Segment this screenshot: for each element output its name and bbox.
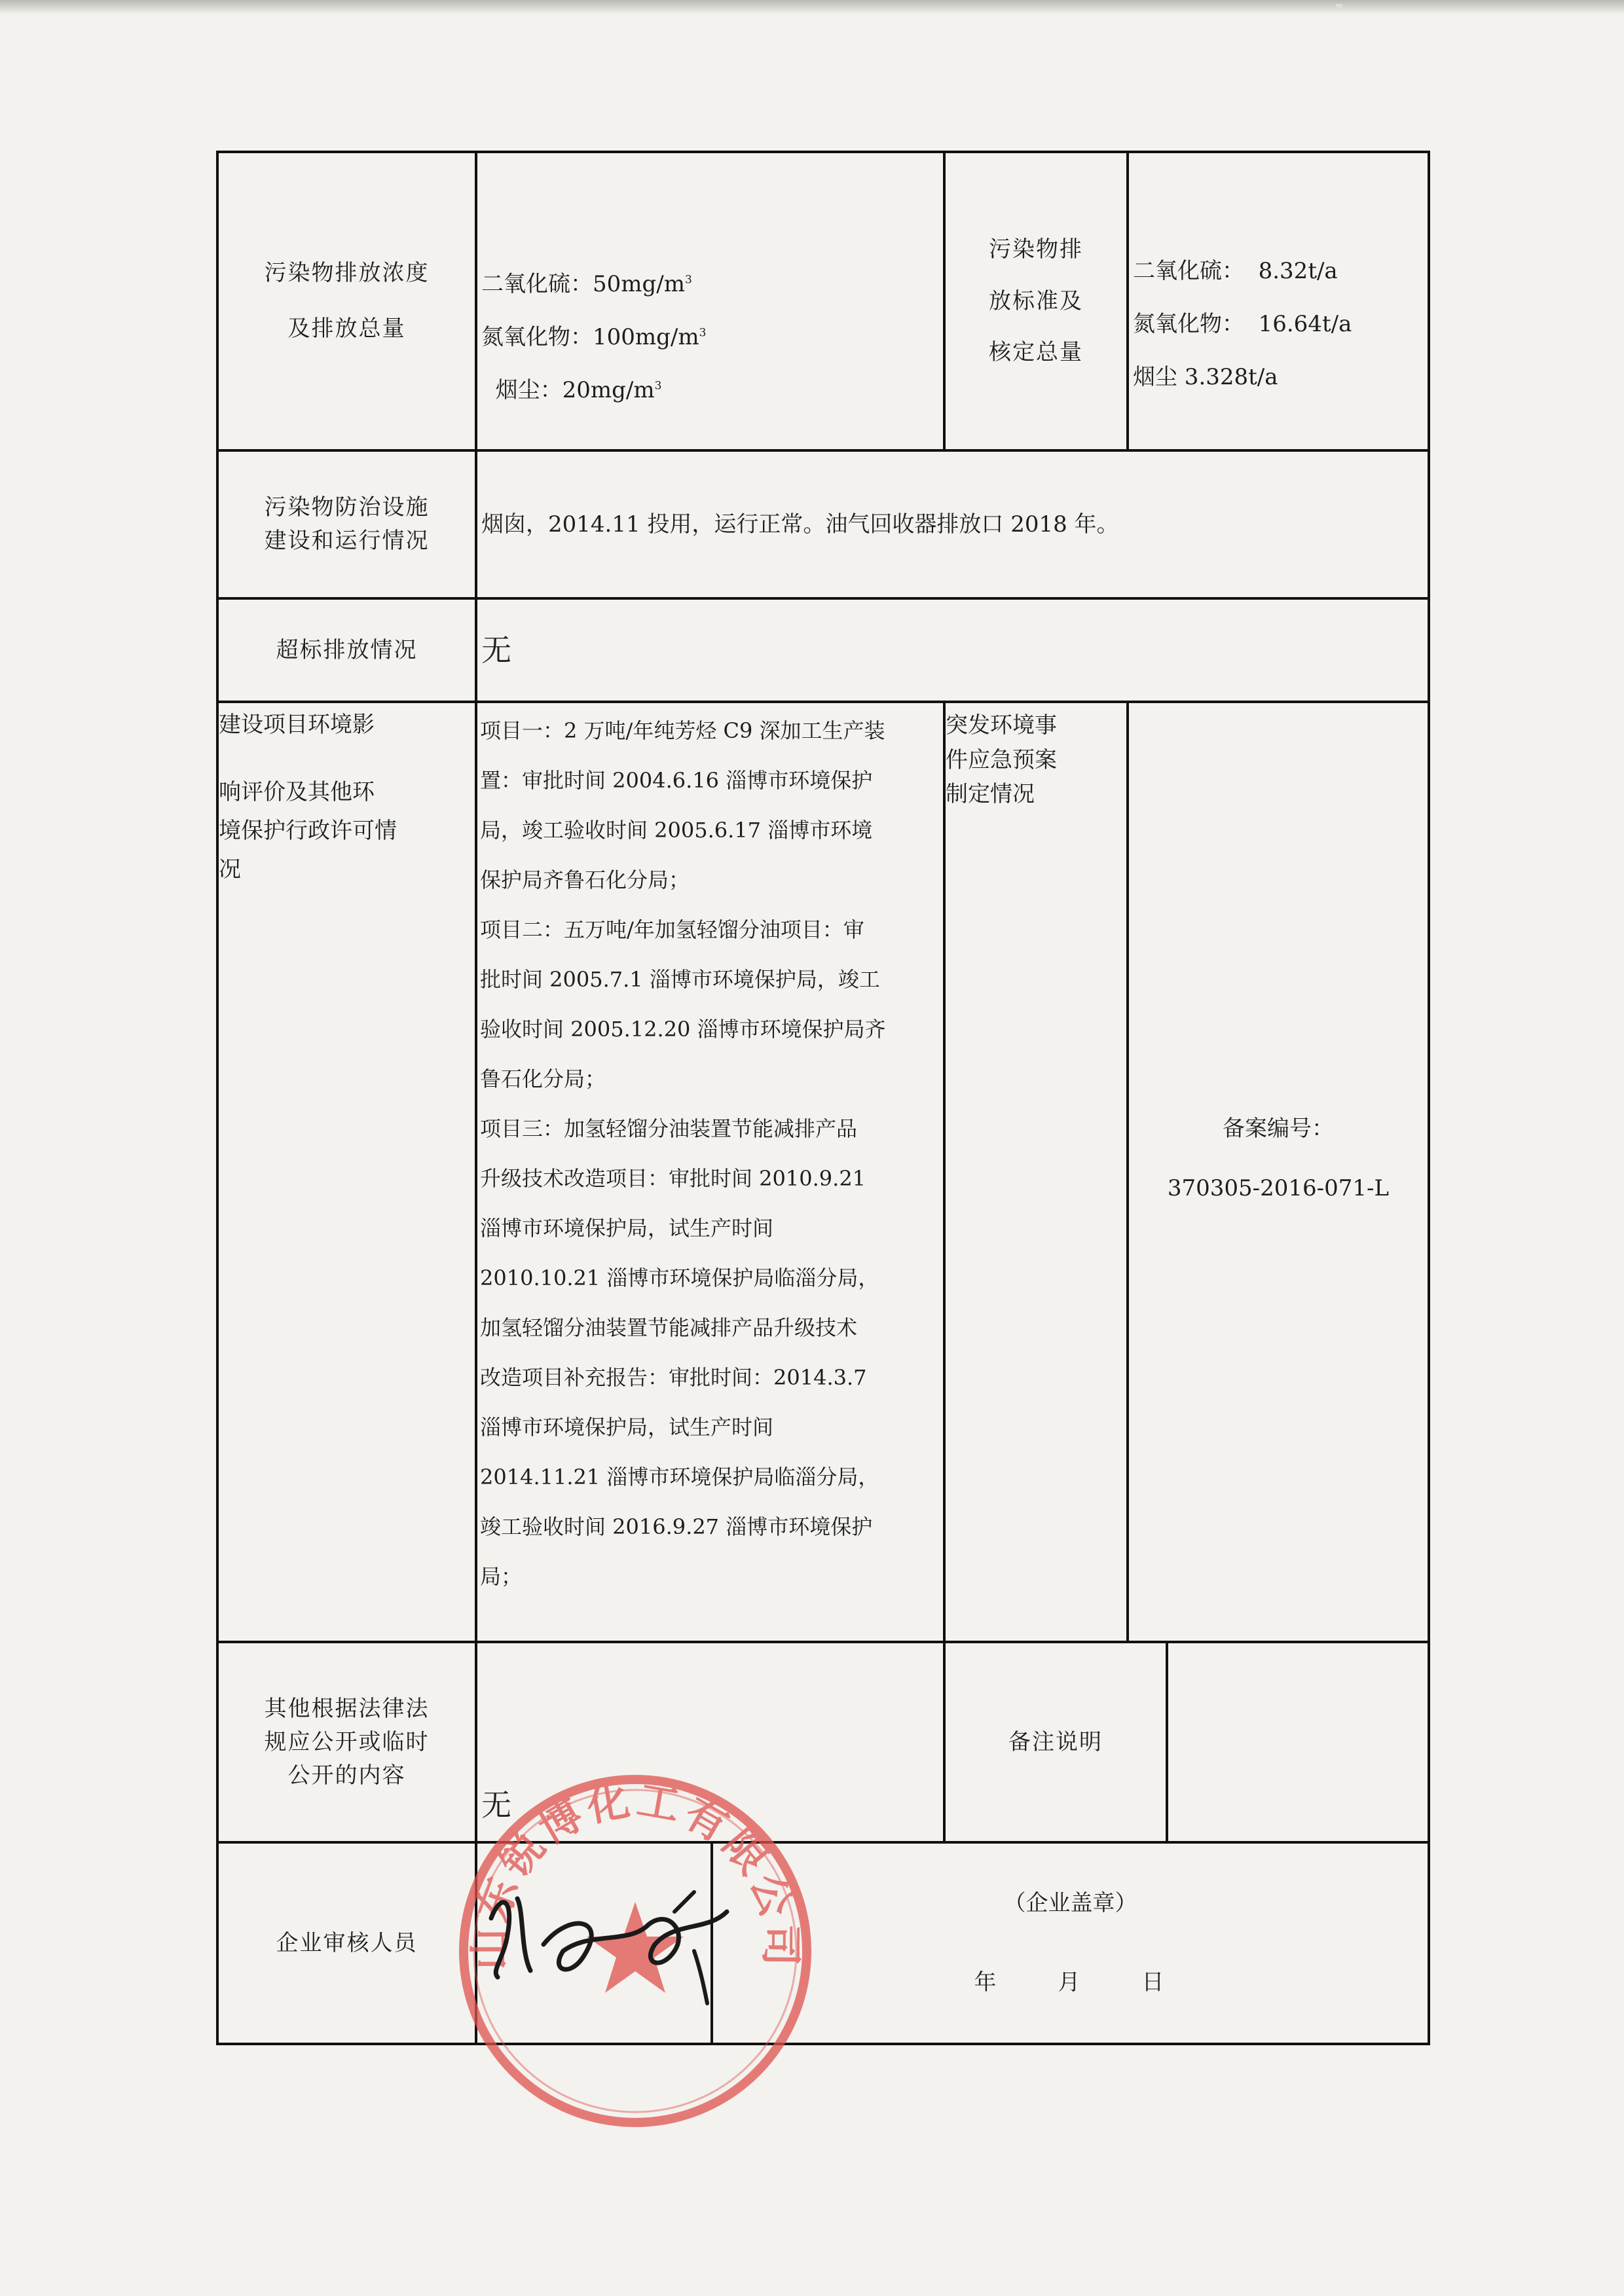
remarks-label: 备注说明 — [1008, 1728, 1103, 1755]
standard-label-cell — [944, 152, 1128, 450]
exceed-value: 无 — [481, 632, 511, 668]
row-other — [217, 1642, 1429, 1842]
facilities-label-line-1: 污染物防治设施 — [264, 494, 430, 520]
date-line — [713, 1966, 1428, 1999]
history-line: 淄博市环境保护局，试生产时间 — [480, 1216, 774, 1241]
eia-label-line-2: 响评价及其他环 — [219, 779, 375, 805]
filing-label: 备案编号： — [1223, 1116, 1334, 1142]
facilities-value-cell — [476, 450, 1429, 598]
eia-label-line-1: 建设项目环境影 — [219, 712, 375, 738]
history-line: 保护局齐鲁石化分局； — [480, 867, 690, 892]
emission-label-cell — [217, 152, 476, 450]
facilities-label-line-2: 建设和运行情况 — [264, 528, 430, 554]
date-month-label: 月 — [1058, 1969, 1083, 1995]
standard-label-line-2: 放标准及 — [989, 287, 1083, 314]
history-line: 局； — [480, 1564, 523, 1589]
other-label-cell — [217, 1642, 476, 1842]
history-line: 置：审批时间 2004.6.16 淄博市环境保护 — [480, 768, 873, 793]
history-line: 升级技术改造项目：审批时间 2010.9.21 — [480, 1166, 866, 1191]
history-line: 2014.11.21 淄博市环境保护局临淄分局， — [480, 1465, 879, 1489]
total-nox: 氮氧化物： 16.64t/a — [1133, 310, 1352, 337]
review-label-cell — [217, 1842, 476, 2044]
history-line: 局，竣工验收时间 2005.6.17 淄博市环境 — [480, 818, 873, 843]
scan-mark — [1336, 4, 1342, 8]
concentration-dust: 烟尘：$20mg/m^3$ — [481, 376, 662, 403]
row-emission — [217, 152, 1429, 450]
history-line: 加氢轻馏分油装置节能减排产品升级技术 — [480, 1315, 858, 1340]
history-line: 批时间 2005.7.1 淄博市环境保护局，竣工 — [480, 967, 880, 992]
other-label-line-1: 其他根据法律法 — [264, 1695, 430, 1722]
history-line: 淄博市环境保护局，试生产时间 — [480, 1415, 774, 1440]
history-line: 改造项目补充报告：审批时间：2014.3.7 — [480, 1365, 867, 1390]
history-line: 2010.10.21 淄博市环境保护局临淄分局， — [480, 1266, 879, 1290]
concentration-nox: 氮氧化物：$100mg/m^3$ — [481, 323, 707, 350]
date-day-label: 日 — [1141, 1969, 1167, 1995]
standard-label-line-1: 污染物排 — [989, 236, 1083, 263]
seal-text: 山东锐博化工有限公司 — [466, 1776, 805, 1971]
eia-label-line-4: 况 — [219, 856, 241, 883]
total-dust: 烟尘 3.328t/a — [1133, 363, 1278, 390]
filing-number: 370305-2016-071-L — [1167, 1175, 1390, 1201]
other-value-cell — [476, 1642, 944, 1842]
other-label-line-2: 规应公开或临时 — [264, 1728, 430, 1755]
date-year-label: 年 — [974, 1969, 999, 1995]
eia-label-cell — [217, 702, 476, 1642]
emission-totals-cell — [1128, 152, 1429, 450]
emergency-label-line-1: 突发环境事 — [946, 712, 1057, 738]
emergency-label-cell — [944, 702, 1128, 1642]
exceed-label: 超标排放情况 — [276, 636, 418, 663]
emission-label-line-1: 污染物排放浓度 — [264, 260, 430, 286]
history-line: 验收时间 2005.12.20 淄博市环境保护局齐 — [480, 1017, 886, 1042]
eia-label-line-3: 境保护行政许可情 — [219, 818, 397, 844]
history-line: 项目一：2 万吨/年纯芳烃 C9 深加工生产装 — [480, 718, 885, 743]
remarks-label-cell — [944, 1642, 1167, 1842]
reviewer-signature-cell — [476, 1842, 712, 2044]
filing-cell — [1128, 702, 1429, 1642]
eia-history-cell — [476, 702, 944, 1642]
other-value: 无 — [481, 1787, 511, 1823]
disclosure-table — [216, 151, 1430, 2045]
history-line: 竣工验收时间 2016.9.27 淄博市环境保护 — [480, 1514, 873, 1539]
emission-label-line-2: 及排放总量 — [287, 316, 406, 342]
facilities-value: 烟囱，2014.11 投用，运行正常。油气回收器排放口 2018 年。 — [481, 511, 1119, 538]
remarks-value-cell — [1167, 1642, 1429, 1842]
facilities-label-cell — [217, 450, 476, 598]
row-facilities — [217, 450, 1429, 598]
seal-label: （企业盖章） — [1003, 1890, 1137, 1916]
scan-top-band — [0, 0, 1624, 14]
total-so2: 二氧化硫： 8.32t/a — [1133, 257, 1338, 284]
concentration-so2: 二氧化硫：$50mg/m^3$ — [481, 270, 692, 297]
history-line: 项目二：五万吨/年加氢轻馏分油项目：审 — [480, 917, 864, 942]
emergency-label-line-2: 件应急预案 — [946, 746, 1057, 773]
row-exceed — [217, 598, 1429, 702]
emission-concentration-cell — [476, 152, 944, 450]
emergency-label-line-3: 制定情况 — [946, 781, 1035, 808]
standard-label-line-3: 核定总量 — [989, 339, 1083, 366]
review-label: 企业审核人员 — [276, 1929, 418, 1956]
history-line: 鲁石化分局； — [480, 1066, 606, 1091]
row-eia — [217, 702, 1429, 1642]
row-review — [217, 1842, 1429, 2044]
exceed-label-cell — [217, 598, 476, 702]
history-line: 项目三：加氢轻馏分油装置节能减排产品 — [480, 1116, 858, 1141]
company-seal-cell — [712, 1842, 1429, 2044]
other-label-line-3: 公开的内容 — [287, 1762, 406, 1789]
exceed-value-cell — [476, 598, 1429, 702]
